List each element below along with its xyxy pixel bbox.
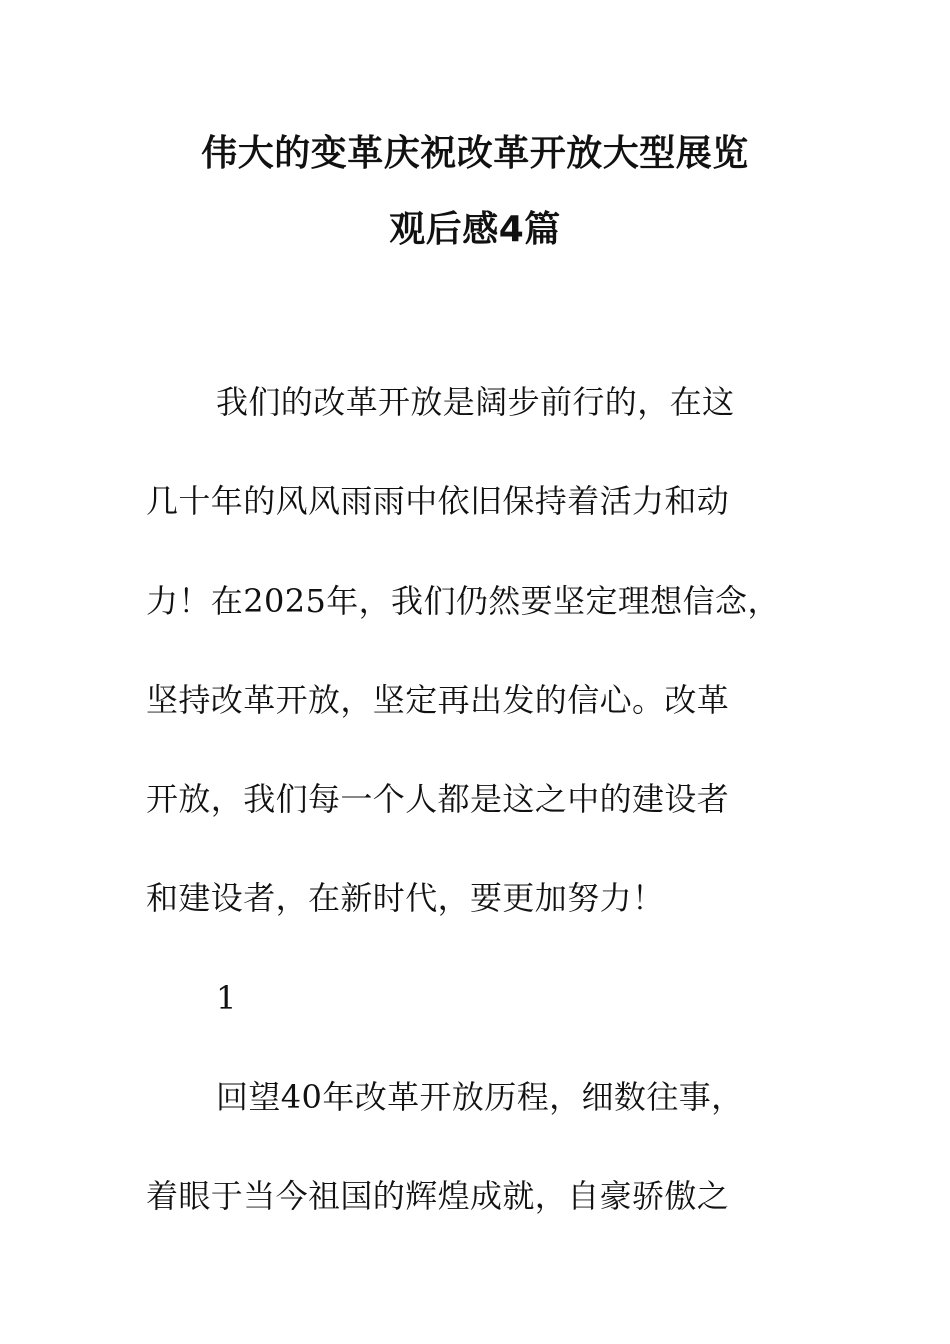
paragraph-1-line-5: 开放，我们每一个人都是这之中的建设者	[146, 780, 730, 818]
paragraph-1-line-4: 坚持改革开放，坚定再出发的信心。改革	[146, 681, 730, 719]
paragraph-1-line-6: 和建设者，在新时代，要更加努力！	[146, 879, 665, 917]
section-number: 1	[216, 979, 237, 1017]
paragraph-2-line-2: 着眼于当今祖国的辉煌成就，自豪骄傲之	[146, 1177, 730, 1215]
paragraph-1-line-3: 力！在2025年，我们仍然要坚定理想信念，	[146, 582, 780, 620]
paragraph-1-line-1: 我们的改革开放是阔步前行的，在这	[216, 383, 735, 421]
document-title-line-1: 伟大的变革庆祝改革开放大型展览	[201, 133, 749, 174]
paragraph-2-line-1: 回望40年改革开放历程，细数往事，	[216, 1078, 744, 1116]
paragraph-1-line-2: 几十年的风风雨雨中依旧保持着活力和动	[146, 482, 730, 520]
document-title-line-2: 观后感4篇	[389, 209, 561, 250]
